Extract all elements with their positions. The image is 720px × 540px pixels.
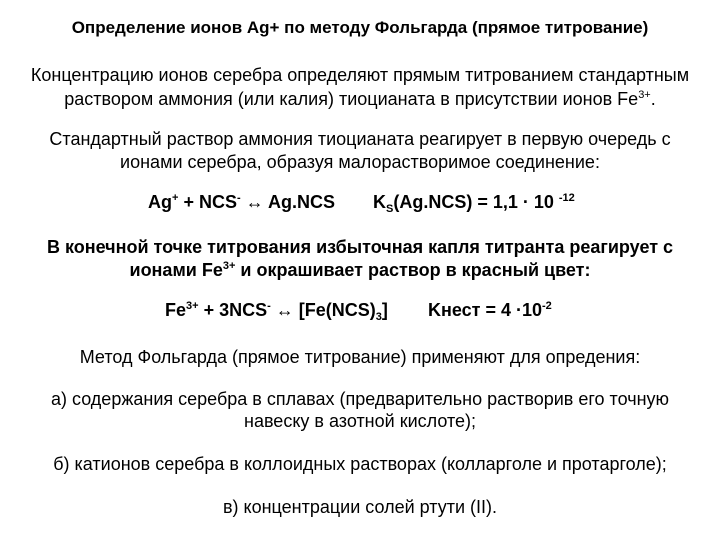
subscript: 3	[375, 311, 382, 323]
paragraph-application: Метод Фольгарда (прямое титрование) применяют для опредения:	[79, 347, 641, 367]
text: ↔ [Fe(NCS)	[270, 300, 376, 320]
text: Fe	[165, 300, 187, 320]
equation-fe-ncs	[165, 300, 388, 321]
text: ↔ Ag.NCS	[240, 192, 335, 212]
text: ионами Fe	[129, 260, 223, 280]
superscript: 3+	[186, 300, 199, 312]
page-title: Определение ионов Ag+ по методу Фольгарда (прямое титрование)	[71, 18, 649, 37]
paragraph-concentration-line2	[0, 88, 720, 110]
text: Ag	[148, 192, 172, 212]
subscript: S	[386, 203, 394, 215]
text: и окрашивает раствор в красный цвет:	[235, 260, 591, 280]
text: + 3NCS	[198, 300, 268, 320]
superscript: 3+	[222, 260, 236, 272]
text: .	[650, 89, 656, 109]
list-item-b: б) катионов серебра в коллоидных растворах (колларголе и протарголе);	[53, 454, 667, 474]
list-item-a-line2: навеску в азотной кислоте);	[244, 411, 476, 431]
paragraph-endpoint-line2	[0, 259, 720, 281]
paragraph-concentration-line1: Концентрацию ионов серебра определяют прямым титрованием стандартным	[30, 65, 690, 85]
superscript: -	[236, 192, 241, 204]
text: (Ag.NCS) = 1,1 · 10	[393, 192, 559, 212]
superscript: +	[172, 192, 179, 204]
text: + NCS	[178, 192, 237, 212]
instability-constant	[428, 300, 552, 321]
solubility-constant	[373, 192, 575, 213]
paragraph-endpoint-line1: В конечной точке титрования избыточная капля титранта реагирует с	[46, 237, 674, 257]
paragraph-reaction-line1: Стандартный раствор аммония тиоцианата реагирует в первую очередь с	[49, 129, 671, 149]
superscript: -2	[542, 300, 552, 312]
text: K	[373, 192, 386, 212]
list-item-a-line1: а) содержания серебра в сплавах (предварительно растворив его точную	[50, 389, 670, 409]
text: раствором аммония (или калия) тиоцианата в присутствии ионов Fe	[64, 89, 639, 109]
text: Kнест = 4 ·10	[428, 300, 543, 320]
list-item-c: в) концентрации солей ртути (II).	[222, 497, 498, 517]
text: ]	[381, 300, 388, 320]
equation-ag-ncs	[148, 192, 335, 213]
superscript: 3+	[638, 89, 651, 101]
superscript: -12	[558, 192, 575, 204]
paragraph-reaction-line2: ионами серебра, образуя малорастворимое соединение:	[120, 152, 600, 172]
superscript: -	[267, 300, 271, 312]
